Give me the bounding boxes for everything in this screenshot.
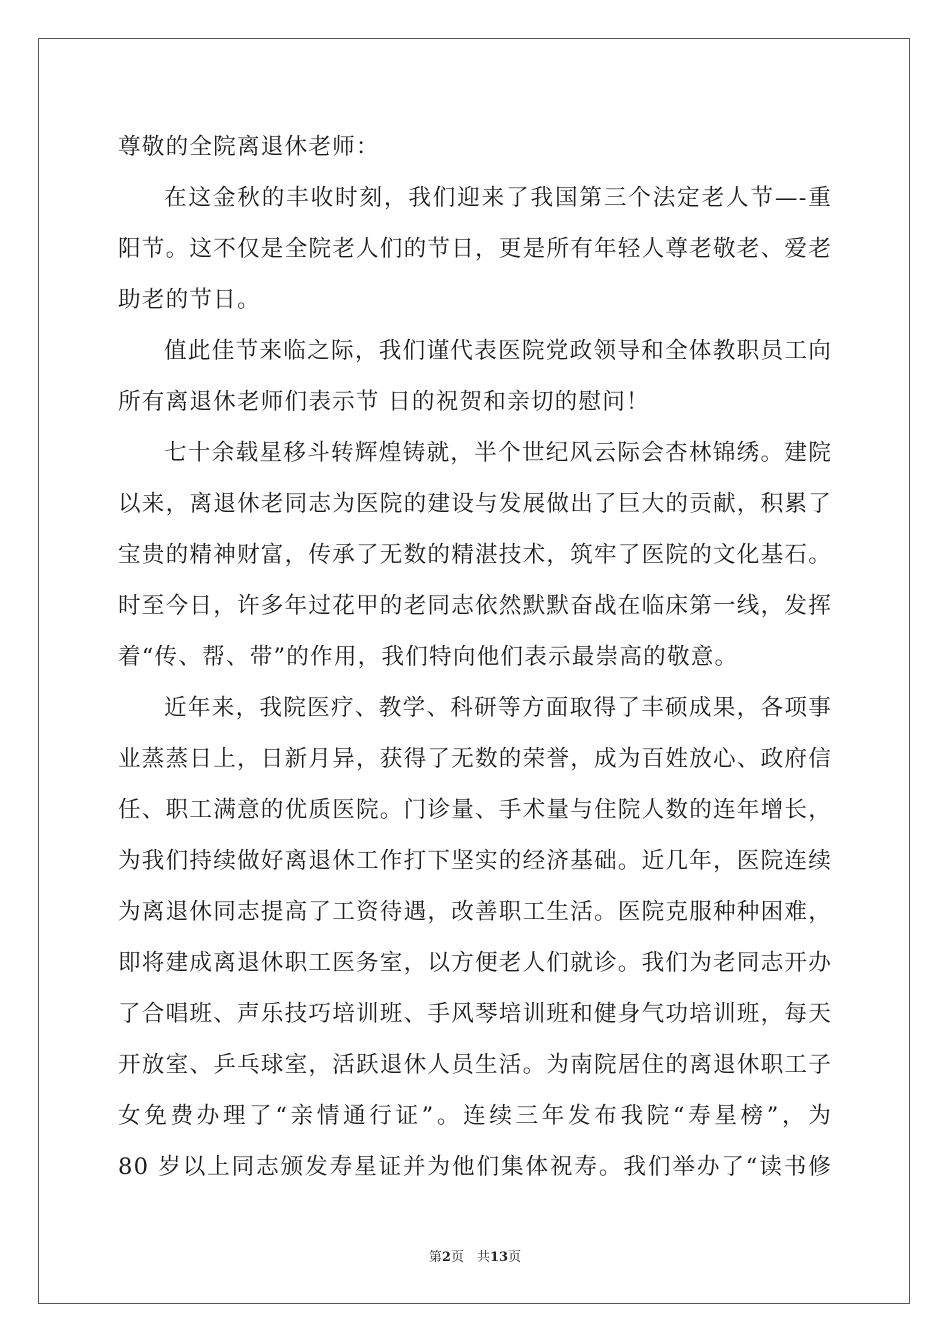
paragraph-4-line-10: 80 岁以上同志颁发寿星证并为他们集体祝寿。我们举办了“读书修	[118, 1154, 832, 1180]
paragraph-4-line-6: 即将建成离退休职工医务室，以方便老人们就诊。我们为老同志开办	[118, 950, 832, 976]
salutation: 尊敬的全院离退休老师：	[118, 134, 380, 160]
paragraph-4-line-3: 任、职工满意的优质医院。门诊量、手术量与住院人数的连年增长，	[118, 797, 832, 823]
page-current: 2	[441, 1250, 451, 1265]
paragraph-4-line-8: 开放室、乒乓球室，活跃退休人员生活。为南院居住的离退休职工子	[118, 1052, 832, 1078]
page-footer	[0, 1246, 950, 1265]
paragraph-4-line-9: 女免费办理了“亲情通行证”。连续三年发布我院“寿星榜”，为	[118, 1103, 832, 1129]
paragraph-1-line-3: 助老的节日。	[118, 287, 261, 313]
paragraph-3-line-3: 宝贵的精神财富，传承了无数的精湛技术，筑牢了医院的文化基石。	[118, 542, 832, 568]
paragraph-4-line-1: 近年来，我院医疗、教学、科研等方面取得了丰硕成果，各项事	[164, 695, 832, 721]
page-suffix: 页	[508, 1250, 522, 1265]
paragraph-4-line-5: 为离退休同志提高了工资待遇，改善职工生活。医院克服种种困难，	[118, 899, 832, 925]
paragraph-4-line-7: 了合唱班、声乐技巧培训班、手风琴培训班和健身气功培训班，每天	[118, 1001, 832, 1027]
paragraph-3-line-4: 时至今日，许多年过花甲的老同志依然默默奋战在临床第一线，发挥	[118, 593, 832, 619]
page-prefix: 第	[428, 1250, 442, 1265]
paragraph-1-line-2: 阳节。这不仅是全院老人们的节日，更是所有年轻人尊老敬老、爱老	[118, 236, 832, 262]
page-total: 13	[489, 1250, 509, 1265]
paragraph-1-line-1: 在这金秋的丰收时刻，我们迎来了我国第三个法定老人节—-重	[164, 185, 832, 211]
letter-body	[118, 122, 832, 1193]
paragraph-2-line-1: 值此佳节来临之际，我们谨代表医院党政领导和全体教职员工向	[164, 338, 832, 364]
paragraph-3-line-2: 以来，离退休老同志为医院的建设与发展做出了巨大的贡献，积累了	[118, 491, 832, 517]
page-mid: 页 共	[450, 1250, 490, 1265]
paragraph-3-line-5: 着“传、帮、带”的作用，我们特向他们表示最崇高的敬意。	[118, 644, 739, 670]
paragraph-4-line-2: 业蒸蒸日上，日新月异，获得了无数的荣誉，成为百姓放心、政府信	[118, 746, 832, 772]
paragraph-3-line-1: 七十余载星移斗转辉煌铸就，半个世纪风云际会杏林锦绣。建院	[164, 440, 832, 466]
paragraph-2-line-2: 所有离退休老师们表示节 日的祝贺和亲切的慰问！	[118, 389, 650, 415]
paragraph-4-line-4: 为我们持续做好离退休工作打下坚实的经济基础。近几年，医院连续	[118, 848, 832, 874]
